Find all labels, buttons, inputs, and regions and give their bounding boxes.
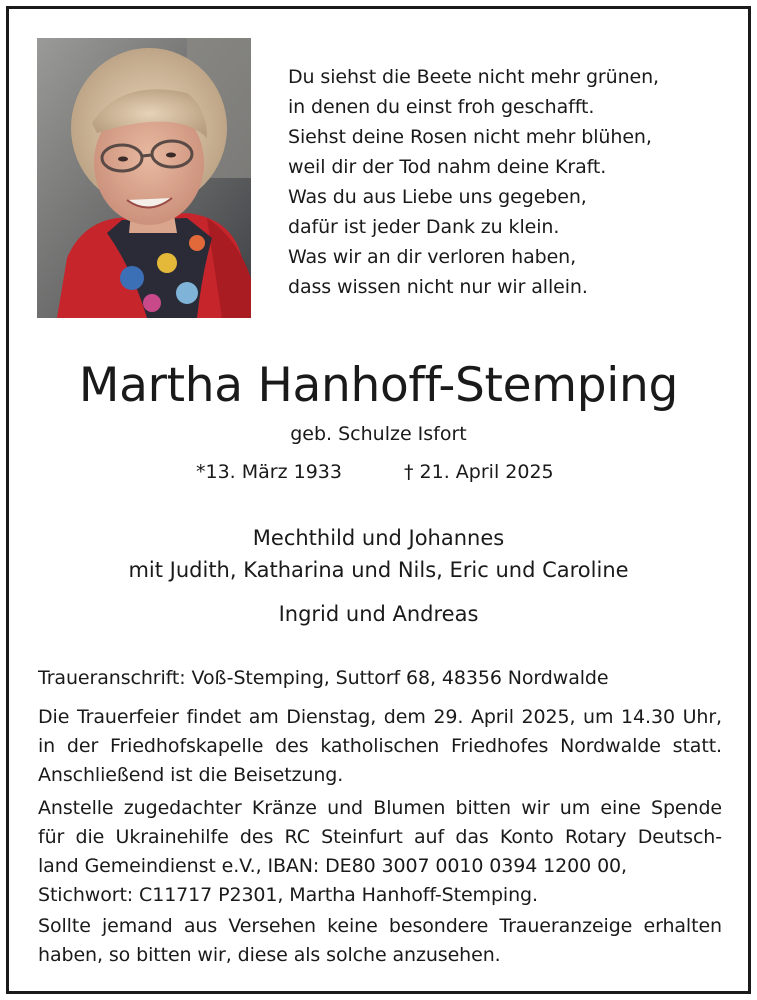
poem-line: dafür ist jeder Dank zu klein.	[288, 216, 560, 238]
mourners-line: mit Judith, Katharina und Nils, Eric und Caroline	[128, 558, 629, 582]
mourners-line: Ingrid und Andreas	[278, 602, 479, 626]
ceremony-line: in der Friedhofskapelle des katholischen Friedhofes Nordwalde statt.	[38, 735, 722, 757]
donation-paragraph	[38, 794, 722, 910]
ceremony-line: Die Trauerfeier findet am Dienstag, dem 29. April 2025, um 14.30 Uhr,	[38, 706, 722, 728]
birth-name: geb. Schulze Isfort	[290, 423, 467, 445]
donation-line: Anstelle zugedachter Kränze und Blumen bitten wir um eine Spende	[38, 797, 722, 819]
poem	[288, 62, 728, 302]
mourners-line: Mechthild und Johannes	[252, 526, 505, 550]
ceremony-line: Anschließend ist die Beisetzung.	[38, 764, 344, 786]
deceased-name: Martha Hanhoff-Stemping	[78, 358, 679, 413]
poem-line: Was wir an dir verloren haben,	[288, 246, 577, 268]
poem-line: Du siehst die Beete nicht mehr grünen,	[288, 66, 659, 88]
poem-line: in denen du einst froh geschafft.	[288, 96, 595, 118]
donation-line: land Gemeindienst e.V., IBAN: DE80 3007 0010 0394 1200 00,	[38, 855, 627, 877]
birth-date: *13. März 1933	[196, 461, 342, 483]
notice-line: haben, so bitten wir, diese als solche anzusehen.	[38, 944, 501, 966]
notice-line: Sollte jemand aus Versehen keine besondere Traueranzeige erhalten	[38, 915, 722, 937]
poem-line: weil dir der Tod nahm deine Kraft.	[288, 156, 607, 178]
poem-line: Was du aus Liebe uns gegeben,	[288, 186, 587, 208]
donation-line: für die Ukrainehilfe des RC Steinfurt auf das Konto Rotary Deutsch-	[38, 826, 722, 848]
poem-line: Siehst deine Rosen nicht mehr blühen,	[288, 126, 652, 148]
poem-line: dass wissen nicht nur wir allein.	[288, 276, 588, 298]
address-line: Traueranschrift: Voß-Stemping, Suttorf 68, 48356 Nordwalde	[38, 667, 609, 689]
mourning-address	[38, 664, 722, 693]
death-date: † 21. April 2025	[404, 461, 554, 483]
portrait-photo	[37, 38, 251, 318]
ceremony-paragraph	[38, 703, 722, 790]
notice-paragraph	[38, 912, 722, 970]
donation-line: Stichwort: C11717 P2301, Martha Hanhoff-Stemping.	[38, 884, 538, 906]
